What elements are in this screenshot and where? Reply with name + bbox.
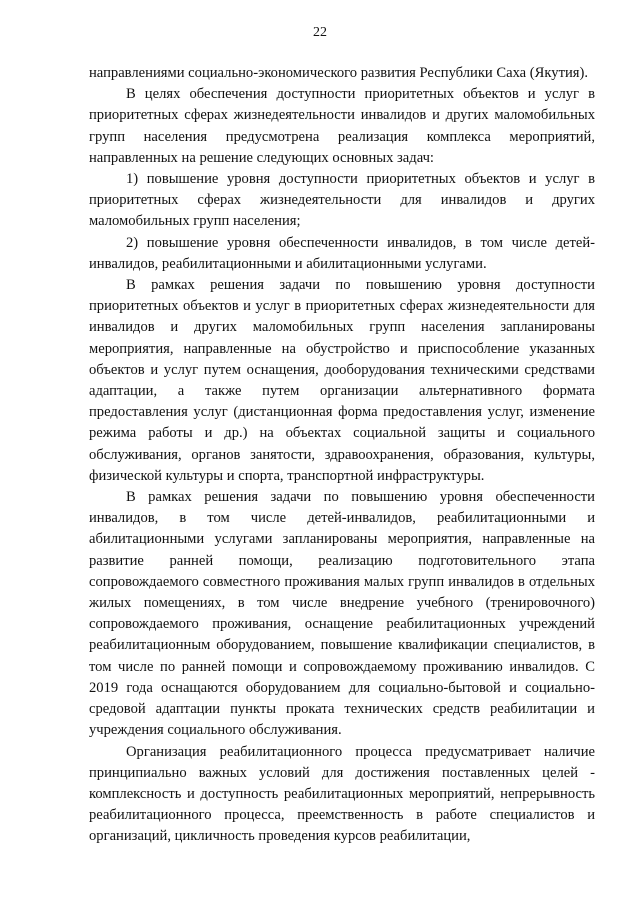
page-number: 22 <box>313 25 327 40</box>
list-item-task-2: 2) повышение уровня обеспеченности инвалидов, в том числе детей-инвалидов, реабилитационными и абилитационными услугами. <box>89 234 595 272</box>
paragraph: В рамках решения задачи по повышению уровня обеспеченности инвалидов, в том числе детей-инвалидов, реабилитационными и абилитационными услугами запланированы мероприятия, направленные на развитие ранней помощи, реализацию подготовительного этапа сопровождаемого совместного проживания малых групп инвалидов в отдельных жилых помещениях, в том числе внедрение учебного (тренировочного) сопровождаемого проживания, оснащение реабилитационных учреждений реабилитационным оборудованием, повышение квалификации специалистов, в том числе по ранней помощи и сопровождаемому проживанию инвалидов. С 2019 года оснащаются оборудованием для социально-бытовой и социально-средовой адаптации пункты проката технических средств реабилитации и учреждения социального обслуживания. <box>89 489 595 739</box>
paragraph-continuation: направлениями социально-экономического развития Республики Саха (Якутия). <box>89 65 588 81</box>
paragraph: В целях обеспечения доступности приоритетных объектов и услуг в приоритетных сферах жизнедеятельности инвалидов и других маломобильных групп населения предусмотрена реализация комплекса мероприятий, направленных на решение следующих основных задач: <box>89 86 595 166</box>
document-body <box>89 63 595 848</box>
list-item-task-1: 1) повышение уровня доступности приоритетных объектов и услуг в приоритетных сферах жизнедеятельности для инвалидов и других маломобильных групп населения; <box>89 171 595 230</box>
paragraph: В рамках решения задачи по повышению уровня доступности приоритетных объектов и услуг в приоритетных сферах жизнедеятельности для инвалидов и других маломобильных групп населения запланированы мероприятия, направленные на обустройство и приспособление указанных объектов и услуг путем оснащения, дооборудования техническими средствами адаптации, а также путем организации альтернативного формата предоставления услуг (дистанционная форма предоставления услуг, изменение режима работы и др.) на объектах социальной защиты и социального обслуживания, органов занятости, здравоохранения, образования, культуры, физической культуры и спорта, транспортной инфраструктуры. <box>89 277 595 484</box>
paragraph: Организация реабилитационного процесса предусматривает наличие принципиально важных условий для достижения поставленных целей - комплексность и доступность реабилитационных мероприятий, непрерывность реабилитационного процесса, преемственность в работе специалистов и организаций, цикличность проведения курсов реабилитации, <box>89 743 595 845</box>
